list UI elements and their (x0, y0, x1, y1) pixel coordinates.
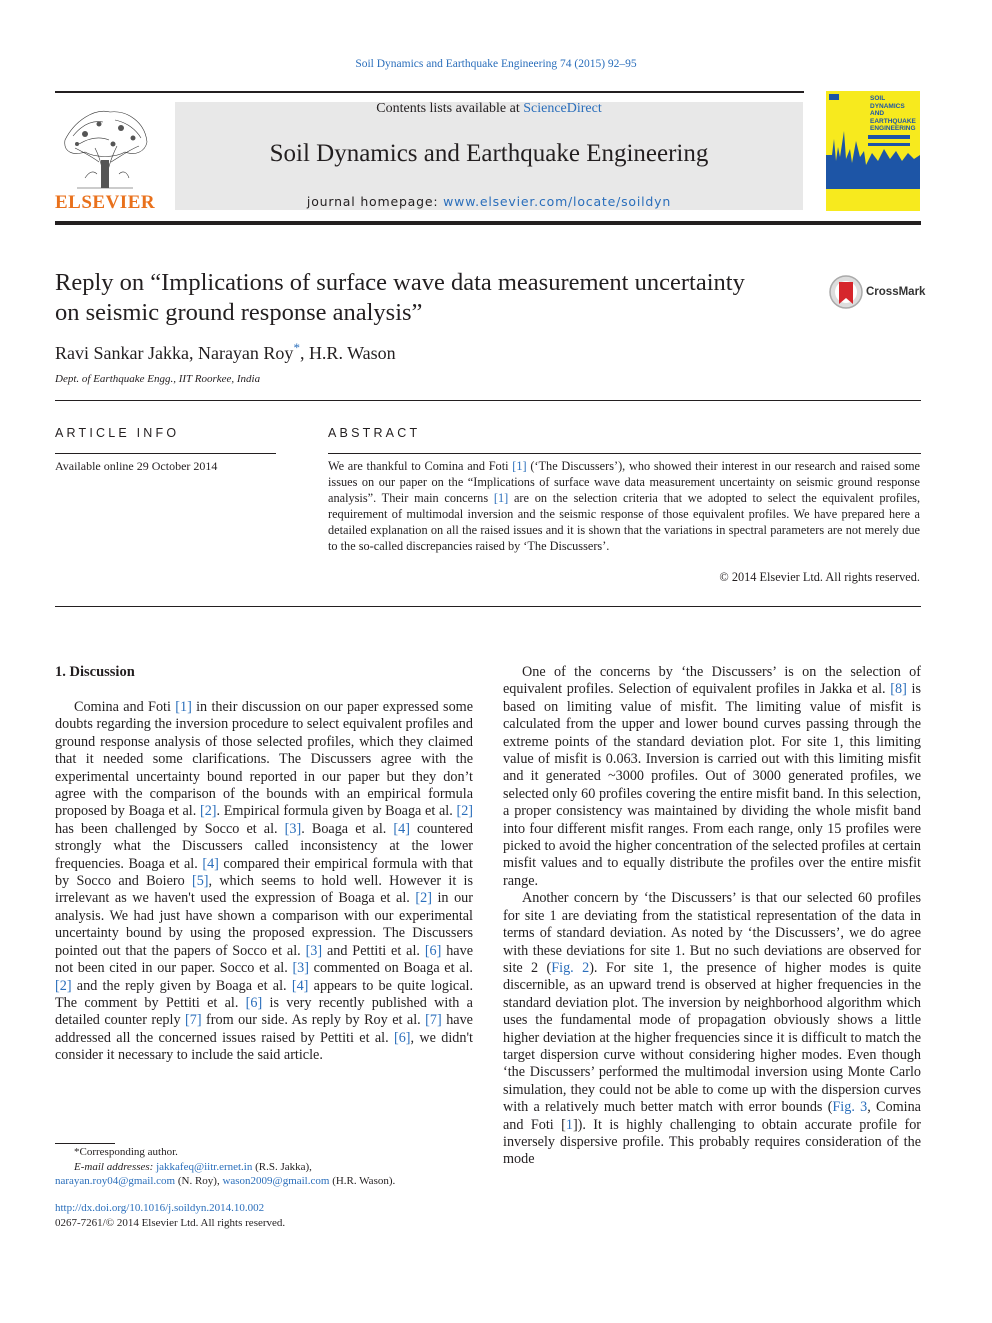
author-list (55, 340, 396, 364)
reference-link[interactable]: [2] (55, 977, 72, 994)
crossmark-icon (828, 274, 864, 310)
reference-link[interactable]: [4] (393, 820, 410, 837)
contents-line (175, 101, 803, 117)
doi-block (55, 1201, 285, 1230)
section-rule (55, 606, 921, 607)
text-run: and the reply given by Boaga et al. (71, 977, 292, 994)
email-link[interactable]: narayan.roy04@gmail.com (55, 1175, 176, 1187)
cover-title (870, 95, 918, 133)
text-run: commented on Boaga et al. (308, 960, 473, 977)
text-run: , Comina and Foti [ (503, 1099, 921, 1133)
text-run: from our side. As reply by Roy et al. (201, 1012, 426, 1029)
text-run: One of the concerns by ‘the Discussers’ is on the selection of equivalent profiles. Selection of equivalent profiles in Jakka et al. (503, 664, 921, 698)
crossmark-badge[interactable] (828, 274, 928, 314)
reference-link[interactable]: [2] (199, 803, 217, 820)
reference-link[interactable]: [2] (456, 803, 474, 820)
text-run: have not been cited in our paper. Socco et al. (55, 942, 473, 977)
text-run: Another concern by ‘the Discussers’ is that our selected 60 profiles for site 1 are deviating from the statistical representation of the data in terms of standard deviation. As noted by ‘the Discussers’, we do agree with these deviations for site 1. But no such deviations are observed for site 2 ( (503, 890, 921, 976)
title-line-1: Reply on “Implications of surface wave data measurement uncertainty (55, 269, 745, 296)
abstract-text-part: are on the selection criteria that we adopted to select the equivalent profiles, requirement of multimodal inversion and the seismic response of those equivalent profiles. We have prepared here a detailed explanation on all the raised issues and it is shown that the variations in spectral parameters are not merely due to the so-called discrepancies raised by ‘The Discussers’. (328, 490, 921, 553)
authors-last: , H.R. Wason (299, 343, 396, 363)
email-owner: (N. Roy), (175, 1175, 223, 1187)
issn-copyright: 0267-7261/© 2014 Elsevier Ltd. All rights reserved. (55, 1216, 286, 1229)
text-run: . Empirical formula given by Boaga et al. (216, 803, 457, 820)
journal-cover[interactable] (826, 91, 920, 211)
homepage-prefix: journal homepage: (306, 194, 444, 209)
email-link[interactable]: jakkafeq@iitr.ernet.in (156, 1160, 253, 1173)
authors-main: Ravi Sankar Jakka, Narayan Roy (55, 343, 294, 363)
cover-word: ENGINEERING (870, 125, 916, 133)
body-column-left (55, 699, 473, 1065)
reference-link[interactable]: [6] (424, 942, 442, 959)
email-owner: (H.R. Wason). (329, 1175, 396, 1187)
available-online-date: Available online 29 October 2014 (55, 459, 218, 473)
corresponding-author-marker[interactable]: * (293, 340, 300, 355)
journal-title: Soil Dynamics and Earthquake Engineering (269, 140, 709, 167)
text-run: ). For site 1, the presence of higher modes is quite discernible, as an upward trend is observed at higher frequencies in the standard deviation plot. The inversion by neighborhood algorithm which uses the fundamental mode of propagation obviously shows a little higher deviation at the higher frequencies since it is difficult to match the target dispersion curve without considering higher modes. Even though ‘the Discussers’ performed the multimodal inversion using Monte Carlo simulation, they could not be able to come up with the dispersion curves with a relatively much better match with error bounds ( (503, 959, 921, 1116)
text-run: countered strongly what the Discussers called inconsistency at the lower frequencies. Boaga et al. (55, 820, 473, 872)
text-run: in our analysis. We had just have shown a comparison with our experimental uncertainty bound by using the proposed expression. The Discussers pointed out that the papers of Socco et al. (55, 890, 473, 959)
reference-link[interactable]: [8] (890, 681, 907, 698)
cover-word: SOIL (870, 95, 886, 102)
cover-word: AND (870, 110, 885, 118)
reference-link[interactable]: Fig. 3 (832, 1099, 868, 1116)
email-line (55, 1174, 475, 1189)
email-label: E-mail addresses: (74, 1160, 157, 1173)
abstract-heading: ABSTRACT (328, 426, 421, 440)
text-run: is based on limiting value of misfit. The limiting value of misfit is calculated from the upper and lower bound curves passing through the extreme points of the standard deviation plot. For site 1, this limiting value of misfit is 0.063. Inversion is carried out with this limiting misfit and it generated ~3000 profiles. Out of 3000 generated profiles, we selected only 60 profiles covering the entire misfit band. In this selection, a proper consistency was maintained by dividing the whole misfit band into four different misfit ranges. From each range, only 15 profiles were picked to avoid the higher concentration of the selected profiles at certain misfit values and to equally distribute the profiles over the entire misfit range. (503, 681, 921, 889)
body-paragraph (503, 664, 921, 890)
reference-link[interactable]: [1] (493, 490, 509, 505)
reference-link[interactable]: [3] (305, 942, 323, 959)
text-run: has been challenged by Socco et al. (55, 820, 285, 837)
text-run: , we didn't consider it necessary to include the said article. (55, 1029, 473, 1064)
abstract-text-part: (‘The Discussers’), who showed their interest in our research and raised some issues on our paper on the “Implications of surface wave data measurement uncertainty on seismic ground response analysis”. Their main concerns (328, 459, 920, 505)
reference-link[interactable]: [5] (191, 873, 209, 890)
contents-prefix: Contents lists available at (376, 101, 524, 116)
reference-link[interactable]: 1 (565, 1116, 573, 1133)
homepage-link[interactable]: www.elsevier.com/locate/soildyn (443, 194, 672, 209)
reference-link[interactable]: [2] (415, 890, 432, 907)
text-run: ]). It is highly challenging to obtain accurate profile for inversely dispersive profile. This probably requires consideration of the mode (503, 1116, 922, 1168)
title-line-2: on seismic ground response analysis” (55, 299, 423, 326)
cover-word: EARTHQUAKE (870, 117, 916, 125)
reference-link[interactable]: [4] (291, 977, 309, 994)
article-title (55, 268, 825, 328)
email-link[interactable]: wason2009@gmail.com (222, 1175, 330, 1187)
journal-citation[interactable]: Soil Dynamics and Earthquake Engineering 74 (2015) 92–95 (355, 58, 637, 70)
text-run: in their discussion on our paper expressed some doubts regarding the inversion procedure to select equivalent profiles and ground response analysis of those selected profiles, which they claimed that it needed some clarifications. The Discussers agree with the experimental uncertainty bound reported in our paper but they don’t agree with the comparison of the bounds with an empirical formula proposed by Boaga et al. (55, 699, 474, 820)
elsevier-wordmark: ELSEVIER (55, 192, 156, 213)
reference-link[interactable]: [3] (292, 960, 309, 977)
abstract-copyright: © 2014 Elsevier Ltd. All rights reserved. (719, 570, 920, 584)
corresponding-author-note: *Corresponding author. (74, 1146, 178, 1158)
body-paragraph (503, 890, 921, 1169)
reference-link[interactable]: [6] (393, 1029, 411, 1046)
abstract-text (328, 459, 920, 554)
text-run: have addressed all the concerned issues raised by Pettiti et al. (55, 1012, 473, 1046)
email-owner: (R.S. Jakka), (252, 1160, 312, 1173)
crossmark-label: CrossMark (866, 286, 926, 298)
reference-link[interactable]: Fig. 2 (551, 959, 590, 976)
text-run: and Pettiti et al. (322, 942, 425, 959)
reference-link[interactable]: [7] (185, 1012, 202, 1029)
header-thick-rule (55, 221, 921, 225)
doi-link[interactable]: http://dx.doi.org/10.1016/j.soildyn.2014.10.002 (55, 1202, 265, 1214)
section-rule (55, 400, 921, 401)
cover-word: DYNAMICS (870, 102, 905, 110)
reference-link[interactable]: [1] (512, 459, 527, 473)
journal-homepage (175, 194, 803, 209)
reference-link[interactable]: [7] (425, 1012, 442, 1029)
article-info-rule (55, 453, 276, 454)
sciencedirect-link[interactable]: ScienceDirect (523, 101, 602, 116)
reference-link[interactable]: [6] (245, 994, 263, 1011)
affiliation: Dept. of Earthquake Engg., IIT Roorkee, India (55, 373, 261, 385)
body-paragraph (55, 699, 473, 1065)
article-info-heading: ARTICLE INFO (55, 426, 180, 440)
text-run: . Boaga et al. (301, 820, 394, 837)
footnote-rule (55, 1143, 115, 1144)
text-run: , which seems to hold well. However it is irrelevant as we haven't used the expression of Boaga et al. (55, 873, 473, 907)
body-column-right (503, 664, 921, 1169)
header-rule (55, 91, 804, 93)
reference-link[interactable]: [3] (284, 820, 302, 837)
text-run: Comina and Foti (74, 699, 176, 715)
abstract-text-part: We are thankful to Comina and Foti (328, 459, 513, 473)
reference-link[interactable]: [4] (202, 855, 219, 872)
text-run: is very recently published with a detailed counter reply (55, 994, 473, 1029)
email-line (55, 1160, 475, 1175)
footnotes (55, 1145, 475, 1189)
abstract-rule (328, 453, 921, 454)
text-run: compared their empirical formula with that by Socco and Boiero (55, 855, 473, 890)
text-run: appears to be quite logical. The comment by Pettiti et al. (55, 977, 473, 1011)
reference-link[interactable]: [1] (175, 699, 192, 715)
section-heading: 1. Discussion (55, 664, 135, 680)
